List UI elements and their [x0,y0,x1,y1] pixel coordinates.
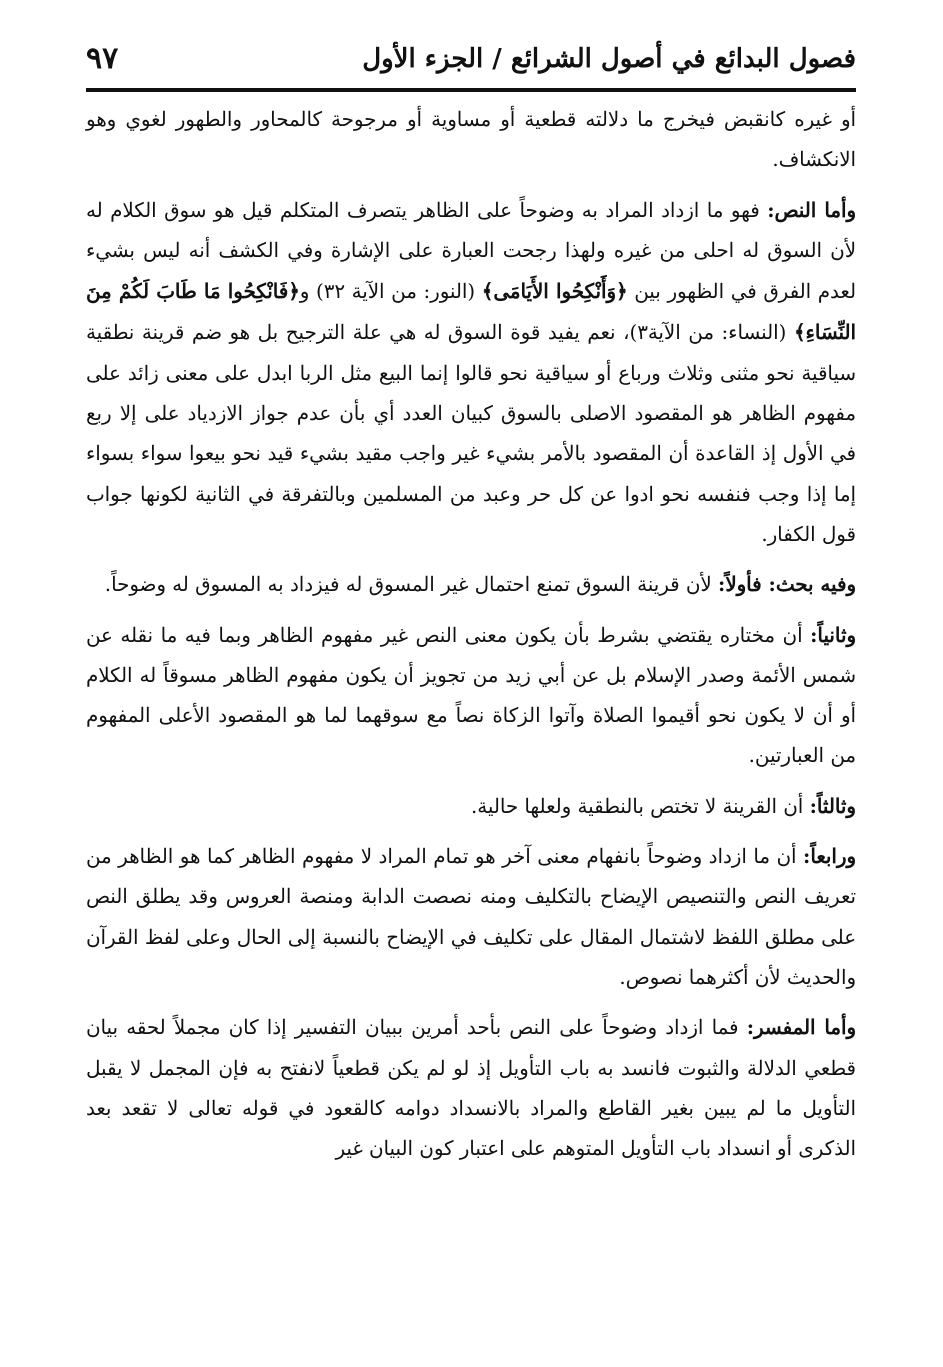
quran-verse-1: ﴿وَأَنْكِحُوا الأَيَامَى﴾ [481,279,628,304]
quran-verse-2: ﴿فَانْكِحُوا مَا طَابَ لَكُمْ مِنَ النِّسَاءِ﴾ [86,279,856,345]
paragraph-mufassar-text: فما ازداد وضوحاً على النص بأحد أمرين ببيان التفسير إذا كان مجملاً لحقه بيان قطعي الدلالة والثبوت فانسد به باب التأويل إذ لو لم يكن قطعياً لانفتح به فإن المجمل لا يقبل التأويل ما لم يبين بغير القاطع والمراد بالانسداد دوامه كالقعود في قوله تعالى لا تقعد بعد الذكرى أو انسداد باب التأويل المتوهم على اعتبار كون البيان غير [86,1016,856,1161]
paragraph-fourth [86,836,856,998]
paragraph-1 [86,100,856,181]
paragraph-mufassar [86,1007,856,1169]
heading-mufassar: وأما المفسر: [746,1015,856,1040]
heading-third: وثالثاً: [809,793,856,818]
heading-discussion-first: وفيه بحث: فأولاً: [718,572,856,597]
paragraph-discussion-first-text: لأن قرينة السوق تمنع احتمال غير المسوق له فيزداد به المسوق له وضوحاً. [104,573,719,597]
paragraph-nass-text-2: (النور: من الآية ٣٢) و [299,280,482,304]
paragraph-nass [86,190,856,556]
paragraph-second [86,615,856,777]
paragraph-nass-text-1: فهو ما ازداد المراد به وضوحاً على الظاهر يتصرف المتكلم قيل هو سوق الكلام له لأن السوق له احلى من غيره ولهذا رجحت العبارة على الإشارة وفي الكشف أنه ليس بشيء لعدم الفرق في الظهور بين [86,198,856,304]
paragraph-fourth-text: أن ما ازداد وضوحاً بانفهام معنى آخر هو تمام المراد لا مفهوم الظاهر كما هو الظاهر من تعريف النص والتنصيص الإيضاح بالتكليف ومنه نصصت الدابة ومنصة العروس وقد يطلق النص على مطلق اللفظ لاشتمال المقال على تكليف في الإيضاح بالنسبة إلى الحال وعلى لفظ القرآن والحديث لأن أكثرهما نصوص. [86,845,856,989]
page-body [86,100,856,1178]
page-header [86,38,856,84]
paragraph-discussion-first [86,564,856,605]
page-number: ٩٧ [86,41,119,76]
paragraph-second-text: أن مختاره يقتضي بشرط بأن يكون معنى النص غير مفهوم الظاهر وبما فيه ما نقله عن شمس الأئمة وصدر الإسلام بل عن أبي زيد من تجويز أن يكون مفهوم الظاهر مسوقاً له الكلام أو أن لا يكون نحو أقيموا الصلاة وآتوا الزكاة نصاً مع سوقهما لما هو المقصود الأعلى المفهوم من العبارتين. [86,623,856,768]
paragraph-third [86,786,856,827]
heading-nass: وأما النص: [767,197,856,222]
paragraph-1-text: أو غيره كانقبض فيخرج ما دلالته قطعية أو مساوية أو مرجوحة كالمحاور والطهور لغوي وهو الانكشاف. [86,108,856,172]
heading-second: وثانياً: [810,622,856,647]
paragraph-nass-text-3: (النساء: من الآية٣)، نعم يفيد قوة السوق له هي علة الترجيح بل هو ضم قرينة نطقية سياقية نحو مثنى وثلاث ورباع أو سياقية نحو قالوا إنما البيع مثل الربا ابدل على معنى زائد على مفهوم الظاهر هو المقصود الاصلى بالسوق كبيان العدد أي بأن عدم جواز الازدياد على إلا ربع في الأول إذ القاعدة أن المقصود بالأمر بشيء غير واجب مقيد بشيء قيد نحو بيعوا سواء بسواء إما إذا وجب فنفسه نحو ادوا عن كل حر وعبد من المسلمين وبالتفرقة في الثانية لكونها جواب قول الكفار. [86,321,856,546]
book-title: فصول البدائع في أصول الشرائع / الجزء الأول [362,44,856,74]
heading-fourth: ورابعاً: [803,844,856,869]
paragraph-third-text: أن القرينة لا تختص بالنطقية ولعلها حالية. [470,794,810,818]
header-rule [86,88,856,92]
